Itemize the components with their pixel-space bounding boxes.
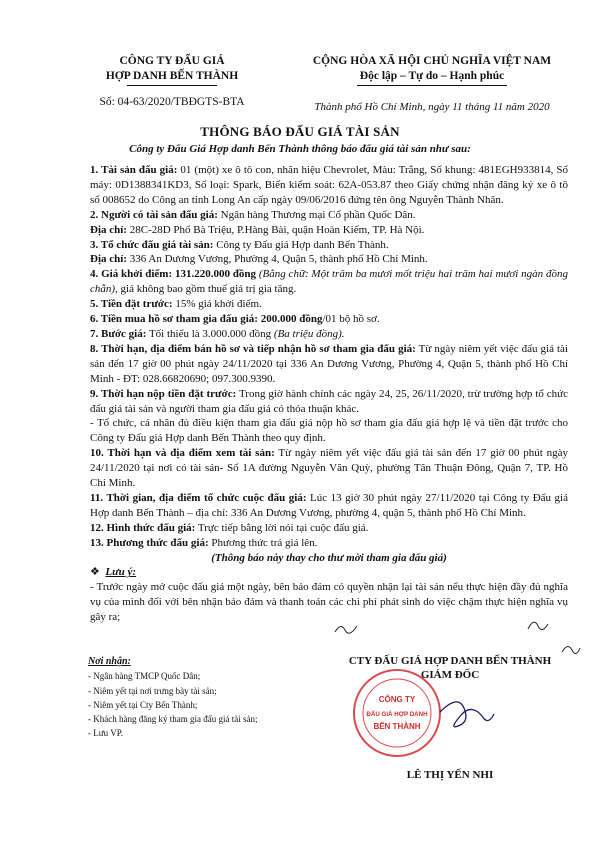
recipient-item: - Niêm yết tại Cty Bến Thành; bbox=[88, 699, 198, 710]
section-text: Phương thức trả giá lên. bbox=[208, 536, 318, 549]
section-italic: (Bằng chữ: Một trăm ba mươi mốt triệu hai trăm hai mươi ngàn đồng chẵn) bbox=[90, 268, 568, 296]
section-text: Từ ngày niêm yết việc đấu giá tài sản đến 17 giờ 00 phút ngày 24/11/2020 tại nơi có tài sản- Số 1A đường Nguyễn Văn Quỳ, phường Tân Thuận Đông, Quận 7, TP. Hồ Chí Minh. bbox=[90, 447, 568, 490]
diamond-bullet-icon: ❖ bbox=[90, 566, 100, 579]
section-label: 8. Thời hạn, địa điểm bán hồ sơ và tiếp nhận hồ sơ tham gia đấu giá: bbox=[90, 342, 416, 355]
section-text: Trong giờ hành chính các ngày 24, 25, 26/11/2020, trừ trường hợp tổ chức đấu giá tài sản và người tham gia đấu giá có thỏa thuận khác. bbox=[90, 387, 568, 415]
document-number: Số: 04-63/2020/TBĐGTS-BTA bbox=[99, 96, 245, 108]
section-text: Từ ngày niêm yết việc đấu giá tài sản đến 17 giờ 00 phút ngày 24/11/2020 tại 336 An Dương Vương, Phường 4, Quận 5, thành phố Hồ Chí Minh - ĐT: 028.66820690; 097.300.9390. bbox=[90, 342, 568, 385]
recipient-item: - Khách hàng đăng ký tham gia đấu giá tài sản; bbox=[88, 714, 258, 725]
recipient-item: - Lưu VP. bbox=[88, 728, 123, 739]
company-seal-stamp bbox=[352, 668, 442, 758]
section-text: - Tổ chức, cá nhân đủ điều kiện tham gia đấu giá nộp hồ sơ tham gia đấu giá hợp lệ và tiền đặt trước cho Công ty Đấu giá Hợp danh Bến Thành theo quy định. bbox=[90, 417, 568, 445]
section-3-address bbox=[90, 252, 568, 267]
company-name-line2: HỢP DANH BẾN THÀNH bbox=[105, 70, 239, 82]
signature-position: GIÁM ĐỐC bbox=[420, 669, 480, 681]
section-text: Ngân hàng Thương mại Cổ phần Quốc Dân. bbox=[217, 208, 416, 221]
header-right-rule bbox=[357, 85, 507, 86]
company-name-line1: CÔNG TY ĐẤU GIÁ bbox=[119, 55, 225, 67]
section-9-note bbox=[90, 416, 568, 446]
section-text: 28C-28D Phố Bà Triệu, P.Hàng Bài, quận Hoàn Kiếm, TP. Hà Nội. bbox=[126, 223, 425, 236]
section-12 bbox=[90, 521, 568, 536]
recipients-title: Nơi nhận: bbox=[88, 656, 131, 667]
header-left-rule bbox=[127, 85, 217, 86]
section-label: 1. Tài sản đấu giá: bbox=[90, 164, 178, 176]
section-label: 7. Bước giá: bbox=[90, 327, 147, 340]
signature-company: CTY ĐẤU GIÁ HỢP DANH BẾN THÀNH bbox=[348, 655, 552, 667]
stamp-text-line2: ĐẤU GIÁ HỢP DANH bbox=[366, 711, 428, 718]
section-4 bbox=[90, 267, 568, 297]
section-label: 4. Giá khởi điểm: 131.220.000 đồng bbox=[90, 268, 257, 281]
header-left bbox=[62, 54, 282, 110]
section-2 bbox=[90, 208, 568, 223]
section-italic: (Ba triệu đồng). bbox=[271, 327, 345, 340]
section-10 bbox=[90, 446, 568, 491]
document-body bbox=[90, 163, 568, 625]
section-text: Tối thiểu là 3.000.000 đồng bbox=[146, 327, 272, 340]
section-8 bbox=[90, 342, 568, 387]
section-text: Trực tiếp bằng lời nói tại cuộc đấu giá. bbox=[195, 521, 369, 534]
section-label: Địa chỉ: bbox=[90, 223, 127, 236]
section-5 bbox=[90, 297, 568, 312]
recipients bbox=[88, 655, 257, 741]
recipient-item: - Niêm yết tại nơi trưng bày tài sản; bbox=[88, 685, 217, 696]
notice-line: (Thông báo này thay cho thư mời tham gia đấu giá) bbox=[211, 551, 447, 564]
stamp-text-line3: BẾN THÀNH bbox=[373, 722, 421, 731]
initial-signature-mark bbox=[562, 646, 580, 653]
section-text: 336 An Dương Vương, Phường 4, Quận 5, thành phố Hồ Chí Minh. bbox=[126, 253, 428, 266]
section-label: 5. Tiền đặt trước: bbox=[90, 298, 173, 311]
section-label: 10. Thời hạn và địa điểm xem tài sản: bbox=[90, 447, 275, 460]
section-label: 3. Tổ chức đấu giá tài sản: bbox=[90, 238, 214, 251]
signature-name: LÊ THỊ YẾN NHI bbox=[406, 769, 494, 781]
section-2-address bbox=[90, 223, 568, 238]
section-9 bbox=[90, 387, 568, 417]
section-text: /01 bộ hồ sơ. bbox=[322, 313, 380, 326]
signature-space bbox=[300, 682, 600, 768]
nation-title: CỘNG HÒA XÃ HỘI CHỦ NGHĨA VIỆT NAM bbox=[312, 55, 552, 67]
signature-block bbox=[300, 654, 600, 782]
note-text: - Trước ngày mở cuộc đấu giá một ngày, bên bảo đảm có quyền nhận lại tài sản nếu thực hiện đầy đủ nghĩa vụ của mình đối với bên nhận bảo đảm và thanh toán các chi phí phát sinh do việc chậm thực hiện nghĩa vụ gây ra; bbox=[90, 581, 568, 624]
section-label: 9. Thời hạn nộp tiền đặt trước: bbox=[90, 387, 237, 400]
section-6 bbox=[90, 312, 568, 327]
section-label: Địa chỉ: bbox=[90, 253, 127, 266]
section-label: 12. Hình thức đấu giá: bbox=[90, 521, 196, 534]
note-heading bbox=[90, 565, 568, 580]
section-7 bbox=[90, 327, 568, 342]
header-right bbox=[282, 54, 582, 115]
document-intro: Công ty Đấu Giá Hợp danh Bến Thành thông báo đấu giá tài sản như sau: bbox=[129, 143, 471, 155]
section-label: 6. Tiền mua hồ sơ tham gia đấu giá: 200.000 đồng bbox=[90, 313, 323, 326]
section-label: 13. Phương thức đấu giá: bbox=[90, 536, 209, 549]
section-label: 11. Thời gian, địa điểm tổ chức cuộc đấu giá: bbox=[90, 491, 307, 504]
document-title: THÔNG BÁO ĐẤU GIÁ TÀI SẢN bbox=[200, 124, 400, 139]
section-11 bbox=[90, 491, 568, 521]
section-text: 01 (một) xe ô tô con, nhãn hiệu Chevrolet, Màu: Trắng, Số khung: 481EGH933814, Số máy: 0D1388341KD3, Số loại: Spark, Biển kiểm soát: 62A-053.87 theo Giấy chứng nhận đăng ký xe ô tô số 008652 do Công an tỉnh Long An cấp ngày 09/06/2016 đứng tên ông Nguyễn Thành Nhân. bbox=[90, 164, 568, 206]
section-label: 2. Người có tài sản đấu giá: bbox=[90, 208, 218, 221]
section-text: 15% giá khởi điểm. bbox=[172, 298, 262, 311]
section-3 bbox=[90, 238, 568, 253]
note-title: Lưu ý: bbox=[105, 566, 137, 579]
section-text: Lúc 13 giờ 30 phút ngày 27/11/2020 tại Công ty Đấu giá Hợp danh Bến Thành – địa chỉ: 336 An Dương Vương, phường 4, quận 5, thành phố Hồ Chí Minh. bbox=[90, 491, 568, 519]
nation-motto: Độc lập – Tự do – Hạnh phúc bbox=[359, 70, 505, 82]
initial-signature-mark bbox=[335, 626, 357, 633]
section-text: Công ty Đấu giá Hợp danh Bến Thành. bbox=[213, 238, 389, 251]
recipient-item: - Ngân hàng TMCP Quốc Dân; bbox=[88, 671, 201, 682]
stamp-text-line1: CÔNG TY bbox=[378, 695, 416, 704]
section-text: , giá không bao gồm thuế giá trị gia tăng. bbox=[115, 283, 297, 296]
document-date: Thành phố Hồ Chí Minh, ngày 11 tháng 11 năm 2020 bbox=[314, 101, 550, 113]
section-1 bbox=[90, 163, 568, 208]
section-13 bbox=[90, 536, 568, 551]
